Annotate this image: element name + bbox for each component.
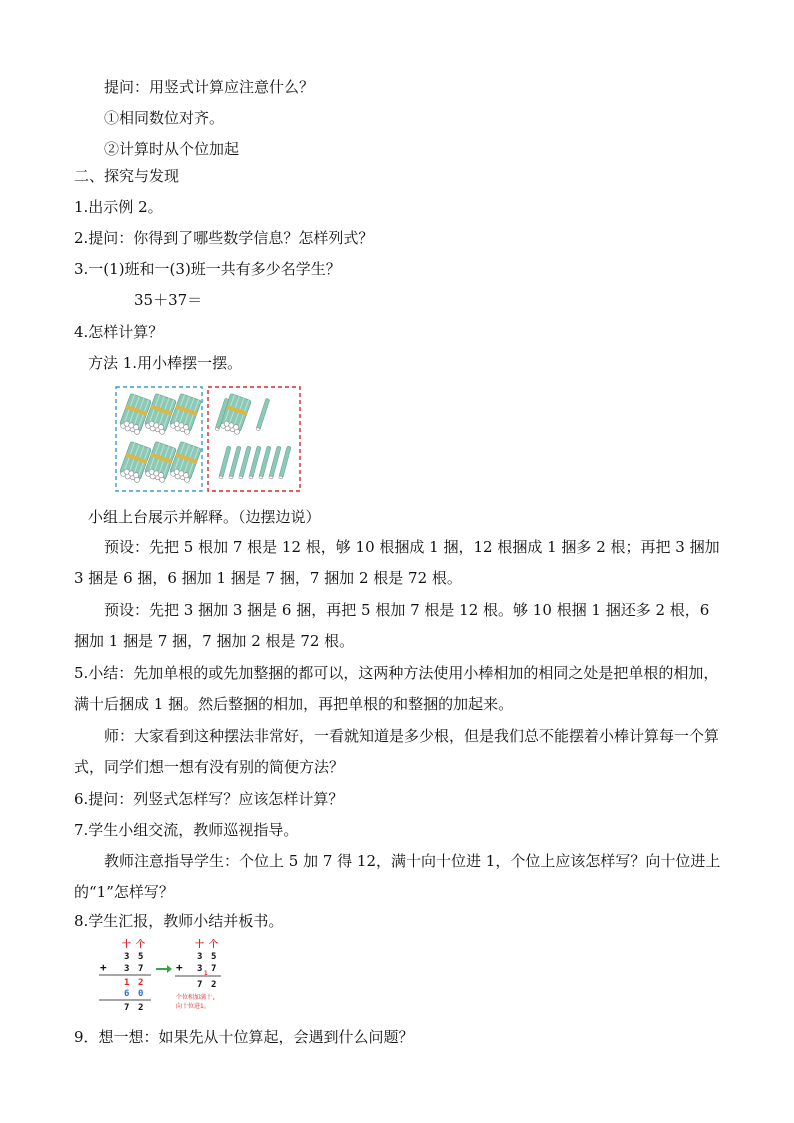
right-r3-ones: 2 xyxy=(211,980,217,990)
left-r5-tens: 7 xyxy=(124,1003,130,1013)
step-6: 6.提问：列竖式怎样写？应该怎样计算？ xyxy=(74,790,344,808)
group-demo: 小组上台展示并解释。（边摆边说） xyxy=(88,508,321,526)
preset-1: 预设：先把 5 根加 7 根是 12 根，够 10 根捆成 1 捆，12 根捆成 1 捆多 2 根；再把 3 捆加 3 捆是 6 捆，6 捆加 1 捆是 7 捆，7 捆加 2 根是 72 根。 xyxy=(74,538,720,587)
step-9: 9．想一想：如果先从十位算起，会遇到什么问题？ xyxy=(74,1028,414,1046)
sticks-figure xyxy=(115,386,301,492)
left-tens-label: 十 xyxy=(122,940,132,950)
preset-2: 预设：先把 3 捆加 3 捆是 6 捆，再把 5 根加 7 根是 12 根。够 10 根捆 1 捆还多 2 根，6 捆加 1 捆是 7 捆，7 捆加 2 根是 72 根。 xyxy=(74,601,710,650)
left-r5-ones: 2 xyxy=(138,1003,144,1013)
teacher-remark: 师：大家看到这种摆法非常好，一看就知道是多少根，但是我们总不能摆着小棒计算每一个算式，同学们想一想有没有别的简便方法？ xyxy=(74,727,720,776)
left-r1-ones: 5 xyxy=(138,952,144,962)
right-tens-label: 十 xyxy=(195,940,205,950)
right-plus-sign: + xyxy=(176,961,183,974)
carry-digit: 1 xyxy=(204,970,208,977)
section-heading: 二、探究与发现 xyxy=(74,167,180,185)
left-r4-ones: 0 xyxy=(138,989,144,999)
step-7: 7.学生小组交流，教师巡视指导。 xyxy=(74,821,299,839)
method-1: 方法 1.用小棒摆一摆。 xyxy=(88,354,243,372)
bundle-1 xyxy=(118,393,151,435)
teacher-guidance: 教师注意指导学生：个位上 5 加 7 得 12，满十向十位进 1，个位上应该怎样写？向十位进上的“1”怎样写？ xyxy=(74,852,721,901)
step-3: 3.一(1)班和一(3)班一共有多少名学生？ xyxy=(74,260,341,278)
left-r1-tens: 3 xyxy=(124,952,130,962)
vertical-addition-figure xyxy=(95,938,265,1016)
left-ones-label: 个 xyxy=(136,940,146,950)
equation: 35＋37＝ xyxy=(134,291,203,309)
left-r2-tens: 3 xyxy=(124,964,130,974)
left-r4-tens: 6 xyxy=(124,989,130,999)
right-r2-tens: 3 xyxy=(197,964,203,974)
right-ones-label: 个 xyxy=(209,940,219,950)
summary-5: 5.小结：先加单根的或先加整捆的都可以，这两种方法使用小棒相加的相同之处是把单根的相加，满十后捆成 1 捆。然后整捆的相加，再把单根的和整捆的加起来。 xyxy=(74,664,719,713)
right-r1-tens: 3 xyxy=(197,952,203,962)
single-sticks-row xyxy=(219,446,291,479)
step-8: 8.学生汇报，教师小结并板书。 xyxy=(74,912,284,930)
left-r2-ones: 7 xyxy=(138,964,144,974)
note-line-2: 向十位进1。 xyxy=(176,1003,210,1010)
left-plus-sign: + xyxy=(100,961,107,974)
step-2: 2.提问：你得到了哪些数学信息？怎样列式？ xyxy=(74,229,374,247)
question-line: 提问：用竖式计算应注意什么？ xyxy=(104,78,315,96)
right-r2-ones: 7 xyxy=(211,964,217,974)
single-stick-2 xyxy=(256,398,270,431)
bundle-4 xyxy=(118,441,151,483)
step-4: 4.怎样计算？ xyxy=(74,323,164,341)
arrow-icon xyxy=(156,965,172,973)
right-r1-ones: 5 xyxy=(211,952,217,962)
answer-1: ①相同数位对齐。 xyxy=(104,109,225,127)
right-r3-tens: 7 xyxy=(197,980,203,990)
left-r3-ones: 2 xyxy=(138,978,144,988)
step-1: 1.出示例 2。 xyxy=(74,198,163,216)
left-r3-tens: 1 xyxy=(124,978,130,988)
note-line-1: 个位相加满十, xyxy=(176,994,216,1001)
answer-2: ②计算时从个位加起 xyxy=(104,140,240,158)
